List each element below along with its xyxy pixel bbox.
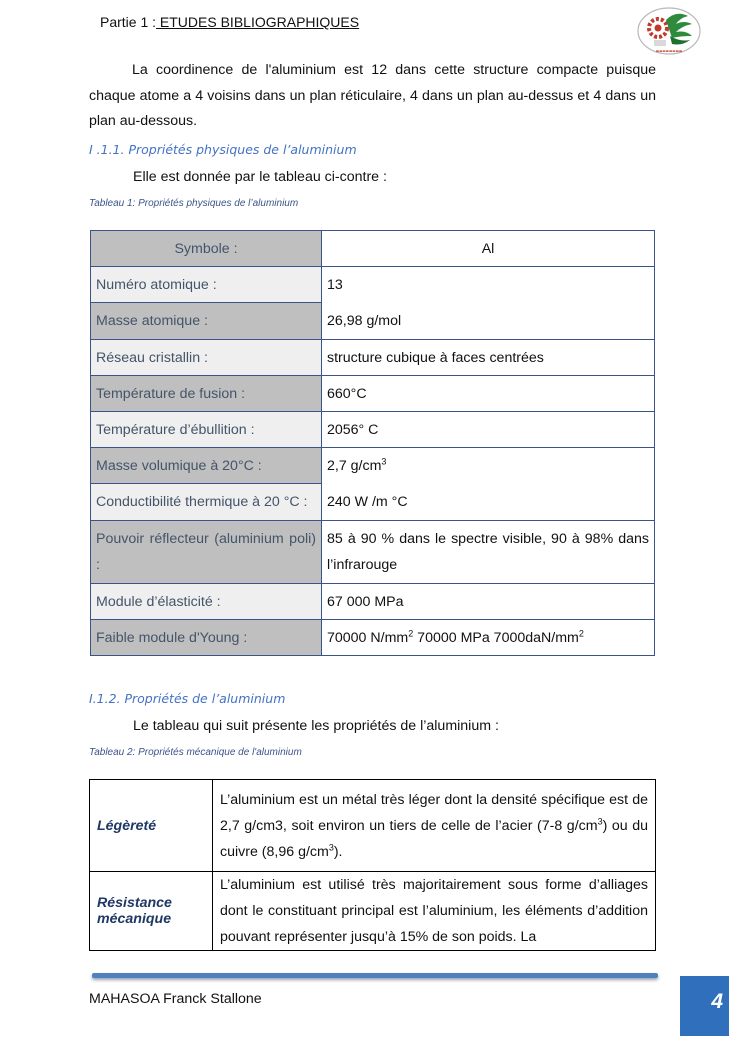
table-cell: Légèreté bbox=[90, 780, 213, 872]
footer-author: MAHASOA Franck Stallone bbox=[89, 991, 262, 1007]
table-cell: Résistance mécanique bbox=[90, 872, 213, 951]
table-cell: Température d’ébullition : bbox=[91, 412, 322, 448]
section-heading-2: I.1.2. Propriétés de l’aluminium bbox=[89, 691, 286, 706]
table-cell: Masse atomique : bbox=[91, 303, 322, 340]
table-row bbox=[91, 376, 655, 412]
page-number: 4 bbox=[680, 976, 729, 1036]
row1-text-b: ) ou du cuivre (8,96 g/cm bbox=[220, 817, 649, 860]
superscript: 2 bbox=[408, 627, 414, 638]
page-header bbox=[100, 14, 359, 30]
table-row bbox=[91, 448, 655, 484]
table-cell: 67 000 MPa bbox=[322, 584, 655, 620]
table-row bbox=[91, 303, 655, 340]
superscript: 3 bbox=[597, 815, 603, 826]
table-cell: Conductibilité thermique à 20 °C : bbox=[91, 484, 322, 521]
table-cell: Réseau cristallin : bbox=[91, 340, 322, 376]
table-row bbox=[91, 620, 655, 656]
superscript: 2 bbox=[578, 627, 584, 638]
table-cell: structure cubique à faces centrées bbox=[322, 340, 655, 376]
table-cell: Masse volumique à 20°C : bbox=[91, 448, 322, 484]
intro-paragraph: La coordinence de l'aluminium est 12 dans cette structure compacte puisque chaque atome a 4 voisins dans un plan réticulaire, 4 dans un plan au-dessus et 4 dans un plan au-dessous. bbox=[89, 62, 656, 130]
young-value-b: 70000 MPa 7000daN/mm bbox=[413, 629, 579, 646]
footer-divider bbox=[92, 973, 658, 978]
table-cell bbox=[213, 780, 656, 872]
institution-logo bbox=[636, 6, 702, 56]
section1-intro: Elle est donnée par le tableau ci-contre : bbox=[133, 169, 387, 185]
header-prefix: Partie 1 : bbox=[100, 14, 157, 30]
table-cell: 2056° C bbox=[322, 412, 655, 448]
superscript: 3 bbox=[381, 456, 387, 467]
table-cell: 85 à 90 % dans le spectre visible, 90 à 98% dans l’infrarouge bbox=[322, 521, 655, 584]
superscript: 3 bbox=[328, 841, 334, 852]
row1-text-a: L’aluminium est un métal très léger dont la densité spécifique est de 2,7 g/cm3, soit environ un tiers de celle de l’acier (7-8 g/cm bbox=[220, 791, 648, 834]
table-cell: Al bbox=[322, 231, 655, 267]
table-row bbox=[91, 521, 655, 584]
table-cell: Pouvoir réflecteur (aluminium poli) : bbox=[91, 521, 322, 584]
table-cell: 240 W /m °C bbox=[322, 484, 655, 521]
section2-intro: Le tableau qui suit présente les propriétés de l’aluminium : bbox=[133, 718, 499, 734]
table-cell: Faible module d'Young : bbox=[91, 620, 322, 656]
section-heading-1: I .1.1. Propriétés physiques de l’aluminium bbox=[89, 142, 357, 157]
young-value-a: 70000 N/mm bbox=[327, 629, 409, 646]
table-cell bbox=[322, 620, 655, 656]
density-value: 2,7 g/cm bbox=[327, 457, 382, 474]
table-cell: Module d’élasticité : bbox=[91, 584, 322, 620]
table1-caption: Tableau 1: Propriétés physiques de l’aluminium bbox=[89, 198, 299, 209]
table-row bbox=[91, 584, 655, 620]
row1-text-c: ). bbox=[333, 843, 343, 860]
table-row bbox=[91, 412, 655, 448]
table-row bbox=[90, 780, 656, 872]
table-row bbox=[91, 484, 655, 521]
table-row bbox=[90, 872, 656, 951]
table-cell: 13 bbox=[322, 267, 655, 303]
table-cell bbox=[322, 448, 655, 484]
table-cell: 26,98 g/mol bbox=[322, 303, 655, 340]
table-cell: Numéro atomique : bbox=[91, 267, 322, 303]
table-row bbox=[91, 340, 655, 376]
table-cell: 660°C bbox=[322, 376, 655, 412]
header-title: ETUDES BIBLIOGRAPHIQUES bbox=[156, 14, 360, 30]
svg-text:▬▬▬▬▬▬▬▬: ▬▬▬▬▬▬▬▬ bbox=[655, 49, 683, 53]
table-cell: Symbole : bbox=[91, 231, 322, 267]
mechanical-properties-table bbox=[89, 779, 656, 951]
table2-caption: Tableau 2: Propriétés mécanique de l'aluminium bbox=[89, 747, 302, 758]
table-cell: L’aluminium est utilisé très majoritairement sous forme d’alliages dont le constituant principal est l’aluminium, les éléments d’addition pouvant représenter jusqu’à 15% de son poids. La bbox=[213, 872, 656, 951]
table-row bbox=[91, 231, 655, 267]
table-cell: Température de fusion : bbox=[91, 376, 322, 412]
table-row bbox=[91, 267, 655, 303]
physical-properties-table bbox=[90, 230, 655, 656]
